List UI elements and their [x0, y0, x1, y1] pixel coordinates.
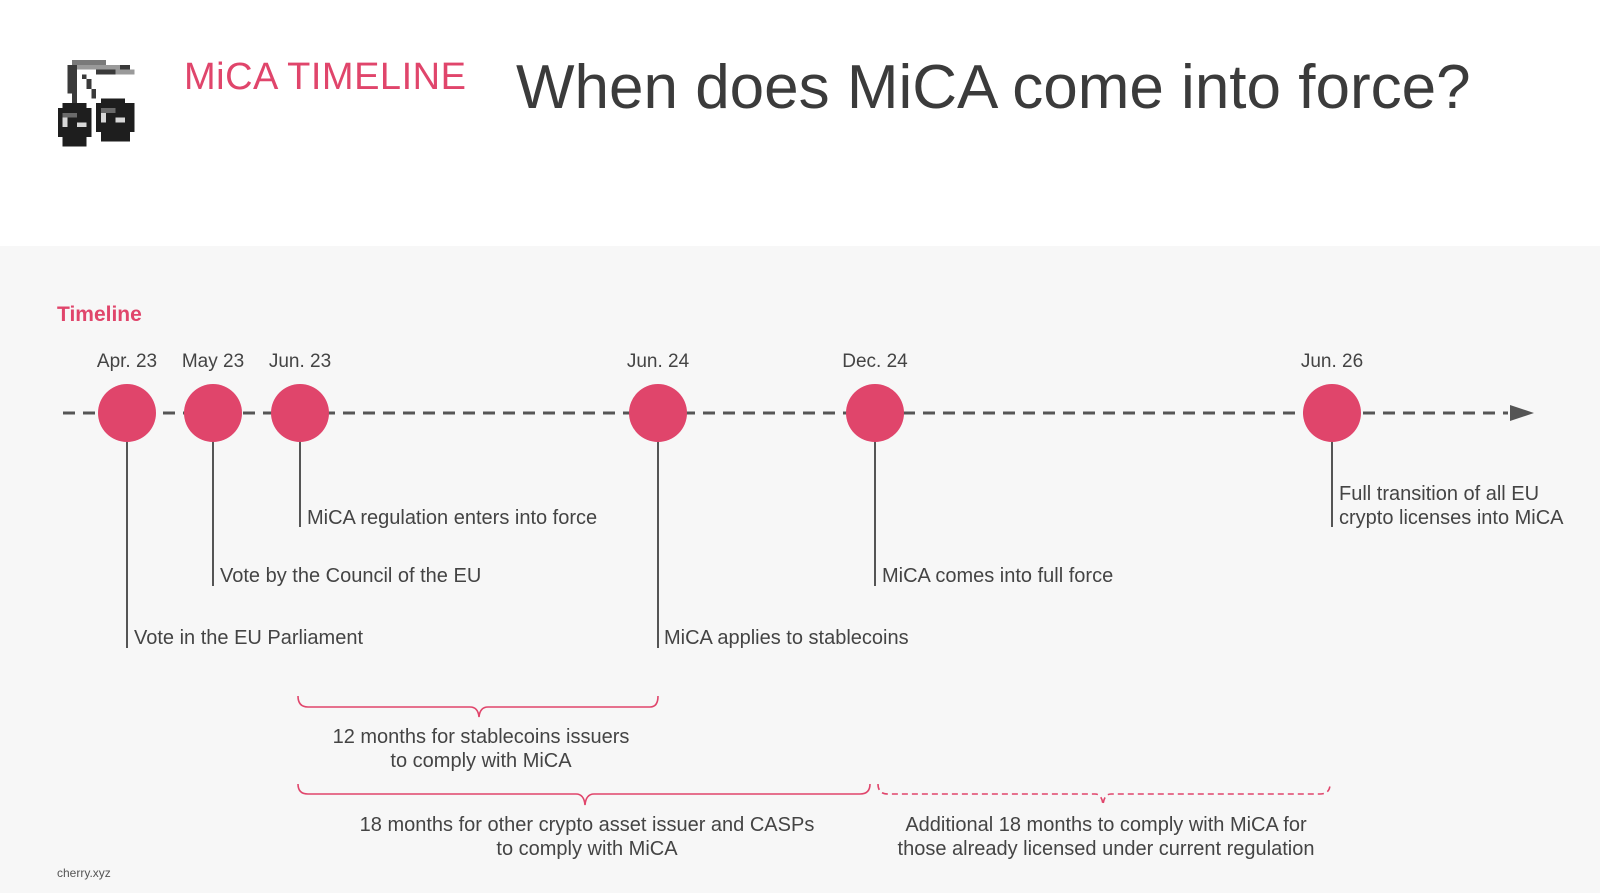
milestone-date: Jun. 26 — [1300, 351, 1364, 372]
period-note-line: to comply with MiCA — [390, 750, 572, 772]
brace-18-months — [298, 784, 870, 805]
page-title: When does MiCA come into force? — [516, 53, 1471, 122]
milestone-date: Dec. 24 — [842, 351, 908, 372]
period-note-line: Additional 18 months to comply with MiCA for — [905, 814, 1307, 836]
milestone-date: Jun. 23 — [268, 351, 332, 372]
milestone-dot — [1303, 384, 1361, 442]
period-note-line: to comply with MiCA — [496, 838, 678, 860]
brand-title: MiCA TIMELINE — [184, 56, 467, 98]
period-note-line: 18 months for other crypto asset issuer and CASPs — [359, 814, 815, 836]
period-note-line: those already licensed under current regulation — [897, 838, 1315, 860]
footer-text: cherry.xyz — [57, 866, 111, 880]
milestone-event-line: Full transition of all EU — [1339, 483, 1540, 505]
arrow-head-icon — [1510, 405, 1534, 421]
period-note — [333, 725, 630, 773]
milestone-event: MiCA applies to stablecoins — [664, 627, 909, 649]
brace-additional-18-months — [878, 784, 1330, 805]
milestone-dot — [98, 384, 156, 442]
milestone-dot — [271, 384, 329, 442]
milestone-dot — [629, 384, 687, 442]
period-note — [360, 813, 815, 861]
milestone-event-line: crypto licenses into MiCA — [1339, 507, 1564, 529]
period-note — [898, 813, 1315, 861]
milestone-event — [1339, 482, 1564, 530]
milestone-dot — [846, 384, 904, 442]
brace-12-months — [298, 696, 658, 717]
milestone-date: Jun. 24 — [626, 351, 690, 372]
milestone-date: Apr. 23 — [96, 351, 158, 372]
milestone-event: MiCA comes into full force — [882, 565, 1114, 587]
milestone-event: Vote by the Council of the EU — [220, 565, 482, 587]
milestone-dot — [184, 384, 242, 442]
milestone-event: Vote in the EU Parliament — [134, 627, 364, 649]
milestone-event: MiCA regulation enters into force — [307, 507, 598, 529]
section-label: Timeline — [57, 303, 142, 326]
milestone-date: May 23 — [181, 351, 245, 372]
period-note-line: 12 months for stablecoins issuers — [332, 726, 630, 748]
